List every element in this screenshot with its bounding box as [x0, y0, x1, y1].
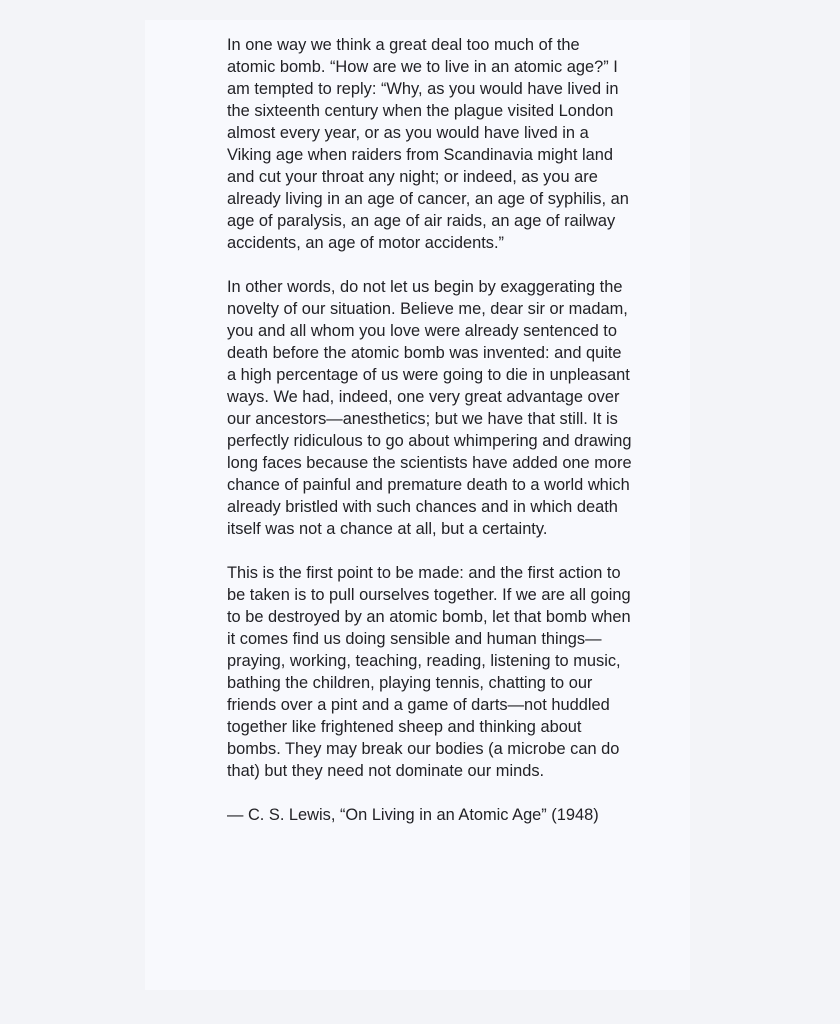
quote-paragraph-3: This is the first point to be made: and the first action to be taken is to pull ourselves together. If we are all going to be destroyed by an atomic bomb, let that bomb when it comes find us doing sensible and human things—praying, working, teaching, reading, listening to music, bathing the children, playing tennis, chatting to our friends over a pint and a game of darts—not huddled together like frightened sheep and thinking about bombs. They may break our bodies (a microbe can do that) but they need not dominate our minds. [227, 564, 631, 780]
quote-text [227, 34, 632, 826]
quote-paragraph-2: In other words, do not let us begin by exaggerating the novelty of our situation. Believe me, dear sir or madam, you and all whom you love were already sentenced to death before the atomic bomb was invented: and quite a high percentage of us were going to die in unpleasant ways. We had, indeed, one very great advantage over our ancestors—anesthetics; but we have that still. It is perfectly ridiculous to go about whimpering and drawing long faces because the scientists have added one more chance of painful and premature death to a world which already bristled with such chances and in which death itself was not a chance at all, but a certainty. [227, 278, 632, 538]
quote-attribution: — C. S. Lewis, “On Living in an Atomic Age” (1948) [227, 806, 599, 824]
quote-paragraph-1: In one way we think a great deal too much of the atomic bomb. “How are we to live in an atomic age?” I am tempted to reply: “Why, as you would have lived in the sixteenth century when the plague visited London almost every year, or as you would have lived in a Viking age when raiders from Scandinavia might land and cut your throat any night; or indeed, as you are already living in an age of cancer, an age of syphilis, an age of paralysis, an age of air raids, an age of railway accidents, an age of motor accidents.” [227, 36, 629, 252]
